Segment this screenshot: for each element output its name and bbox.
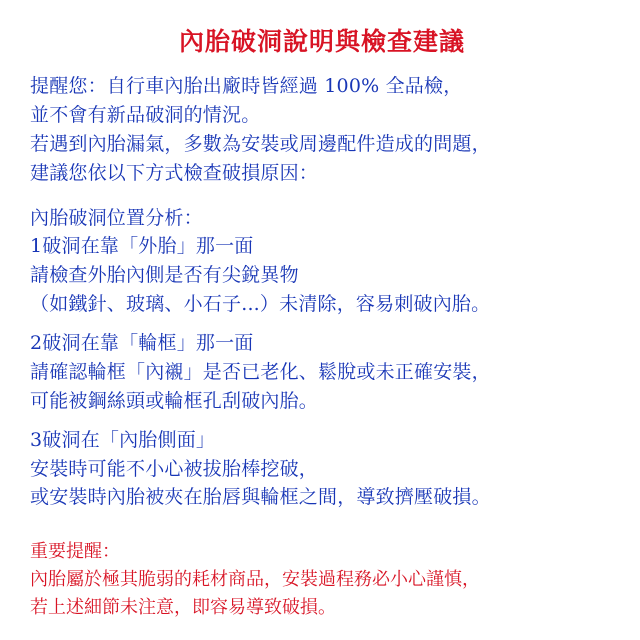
analysis-heading: 內胎破洞位置分析：	[30, 206, 203, 229]
intro-line-2: 並不會有新品破洞的情況。	[30, 103, 261, 126]
spacer-3	[30, 416, 614, 426]
spacer-4	[30, 512, 614, 528]
intro-line-4: 建議您依以下方式檢查破損原因：	[30, 161, 319, 184]
item-2-line-3: 可能被鋼絲頭或輪框孔刮破內胎。	[30, 389, 319, 412]
notice-line-2: 若上述細節未注意，即容易導致破損。	[30, 597, 336, 619]
spacer-2	[30, 319, 614, 329]
intro-line-1: 提醒您：自行車內胎出廠時皆經過 100% 全品檢，	[30, 75, 463, 97]
spacer-1	[30, 188, 614, 204]
analysis-item-3	[30, 426, 614, 513]
item-3-line-1: 3破洞在「內胎側面」	[30, 428, 216, 451]
document-body	[30, 72, 614, 512]
item-3-line-3: 或安裝時內胎被夾在胎唇與輪框之間，導致擠壓破損。	[30, 486, 491, 509]
item-1-line-1: 1破洞在靠「外胎」那一面	[30, 235, 254, 258]
item-3-line-2: 安裝時可能不小心被拔胎棒挖破，	[30, 457, 319, 480]
page-title: 內胎破洞說明與檢查建議	[178, 27, 465, 56]
analysis-item-2	[30, 329, 614, 416]
item-1-line-3: （如鐵針、玻璃、小石子...）未清除，容易刺破內胎。	[30, 293, 491, 316]
item-1-line-2: 請檢查外胎內側是否有尖銳異物	[30, 264, 299, 287]
analysis-item-1	[30, 232, 614, 319]
item-2-line-2: 請確認輪框「內襯」是否已老化、鬆脫或未正確安裝，	[30, 360, 491, 383]
notice-line-1: 內胎屬於極其脆弱的耗材商品，安裝過程務必小心謹慎，	[30, 569, 480, 591]
intro-line-3: 若遇到內胎漏氣，多數為安裝或周邊配件造成的問題，	[30, 132, 491, 155]
item-2-line-1: 2破洞在靠「輪框」那一面	[30, 332, 254, 354]
intro-block	[30, 72, 614, 188]
important-notice-block	[30, 538, 614, 622]
spacer-5	[30, 528, 614, 538]
notice-heading: 重要提醒：	[30, 541, 120, 563]
